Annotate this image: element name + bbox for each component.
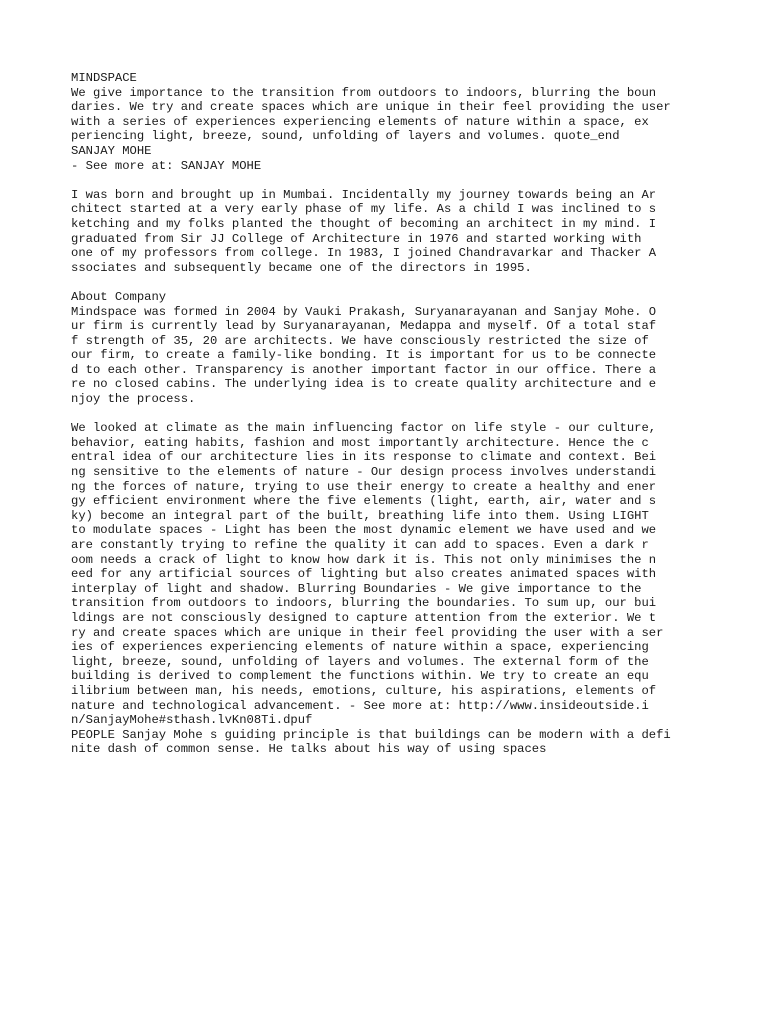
text-line: daries. We try and create spaces which are unique in their feel providing the user [71, 100, 671, 115]
paragraph-design-philosophy [71, 421, 711, 757]
text-line: MINDSPACE [71, 71, 137, 85]
text-line: PEOPLE Sanjay Mohe s guiding principle is that buildings can be modern with a defi [71, 727, 671, 742]
text-line: gy efficient environment where the five elements (light, earth, air, water and s [71, 494, 657, 509]
text-line: We looked at climate as the main influencing factor on life style - our culture, [71, 421, 657, 436]
text-line: interplay of light and shadow. Blurring Boundaries - We give importance to the [71, 581, 642, 596]
text-line: We give importance to the transition from outdoors to indoors, blurring the boun [71, 85, 657, 100]
paragraph-spacer [71, 275, 711, 290]
text-line: ry and create spaces which are unique in their feel providing the user with a ser [71, 625, 664, 640]
text-line: ng the forces of nature, trying to use their energy to create a healthy and ener [71, 479, 657, 494]
text-line: building is derived to complement the functions within. We try to create an equ [71, 669, 649, 684]
text-line: entral idea of our architecture lies in its response to climate and context. Bei [71, 450, 657, 465]
text-line: our firm, to create a family-like bonding. It is important for us to be connecte [71, 348, 657, 363]
text-line: chitect started at a very early phase of my life. As a child I was inclined to s [71, 202, 657, 217]
text-line: eed for any artificial sources of lighting but also creates animated spaces with [71, 567, 657, 582]
text-line: - See more at: SANJAY MOHE [71, 158, 262, 173]
text-line: nite dash of common sense. He talks about his way of using spaces [71, 742, 547, 757]
text-line: d to each other. Transparency is another important factor in our office. There a [71, 362, 657, 377]
text-line: nature and technological advancement. - See more at: http://www.insideoutside.i [71, 698, 649, 713]
text-line: light, breeze, sound, unfolding of layers and volumes. The external form of the [71, 654, 649, 669]
text-line: behavior, eating habits, fashion and most importantly architecture. Hence the c [71, 435, 649, 450]
text-line: ky) become an integral part of the built, breathing life into them. Using LIGHT [71, 508, 649, 523]
text-line: are constantly trying to refine the quality it can add to spaces. Even a dark r [71, 538, 649, 552]
text-line: SANJAY MOHE [71, 143, 152, 158]
text-line: to modulate spaces - Light has been the most dynamic element we have used and we [71, 523, 657, 538]
text-line: re no closed cabins. The underlying idea is to create quality architecture and e [71, 377, 657, 392]
text-line: Mindspace was formed in 2004 by Vauki Prakash, Suryanarayanan and Sanjay Mohe. O [71, 304, 657, 319]
text-line: ng sensitive to the elements of nature - Our design process involves understandi [71, 465, 657, 480]
text-line: njoy the process. [71, 392, 196, 407]
paragraph-mindspace-intro [71, 71, 711, 173]
text-line: one of my professors from college. In 1983, I joined Chandravarkar and Thacker A [71, 246, 657, 261]
text-line: f strength of 35, 20 are architects. We have consciously restricted the size of [71, 333, 649, 348]
text-line: transition from outdoors to indoors, blurring the boundaries. To sum up, our bui [71, 596, 657, 611]
paragraph-about-company [71, 290, 711, 407]
text-line: graduated from Sir JJ College of Architecture in 1976 and started working with [71, 231, 642, 246]
document-page [71, 71, 711, 757]
text-line: ur firm is currently lead by Suryanarayanan, Medappa and myself. Of a total staf [71, 319, 657, 334]
paragraph-spacer [71, 407, 711, 422]
text-line: ldings are not consciously designed to capture attention from the exterior. We t [71, 610, 657, 625]
text-line: I was born and brought up in Mumbai. Incidentally my journey towards being an Ar [71, 187, 657, 202]
text-line: n/SanjayMohe#sthash.lvKn08Ti.dpuf [71, 713, 313, 728]
text-line: oom needs a crack of light to know how dark it is. This not only minimises the n [71, 552, 657, 567]
text-line: ies of experiences experiencing elements of nature within a space, experiencing [71, 640, 649, 655]
text-line: ssociates and subsequently became one of the directors in 1995. [71, 260, 532, 275]
paragraph-spacer [71, 173, 711, 188]
text-line: About Company [71, 289, 167, 304]
text-line: ketching and my folks planted the thought of becoming an architect in my mind. I [71, 216, 657, 231]
paragraph-biography [71, 188, 711, 276]
text-line: with a series of experiences experiencing elements of nature within a space, ex [71, 114, 649, 129]
text-line: ilibrium between man, his needs, emotions, culture, his aspirations, elements of [71, 683, 657, 698]
text-line: periencing light, breeze, sound, unfolding of layers and volumes. quote_end [71, 129, 620, 144]
